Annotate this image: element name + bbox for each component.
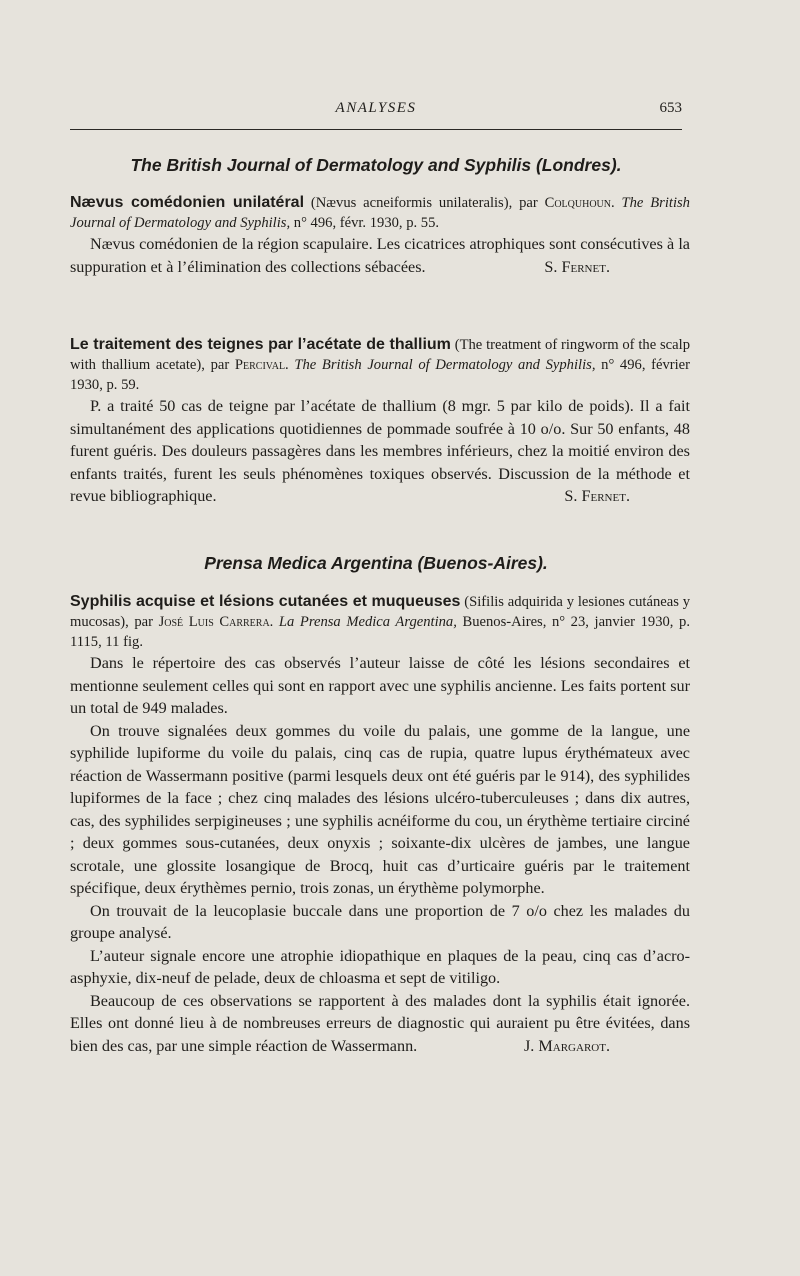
article-paragraph: L’auteur signale encore une atrophie idiopathique en plaques de la peau, cinq cas d’acro-asphyxie, dix-neuf de pelade, deux de chloasma et sept de vitiligo.: [70, 946, 690, 987]
article-body: [70, 395, 690, 508]
article-thallium: [70, 335, 690, 508]
article-author: Colquhoun.: [544, 195, 615, 211]
article-body-text: Beaucoup de ces observations se rapportent à des malades dont la syphilis était ignorée. Elles ont donné lieu à de nombreuses erreurs de diagnostic qui auraient pu être évitées, dans bien des cas, par une simple réaction de Wassermann.: [70, 991, 690, 1055]
article-citation: [70, 193, 690, 233]
article-citation: [70, 335, 690, 395]
article-issue: n° 496, février 1930, p. 59.: [70, 357, 691, 393]
article-body: [70, 233, 690, 278]
article-signature: S. Fernet.: [564, 487, 630, 505]
article-paragraph: On trouvait de la leucoplasie buccale dans une proportion de 7 o/o chez les malades du groupe analysé.: [70, 901, 690, 942]
article-author: Percival.: [234, 357, 289, 373]
article-headline: Syphilis acquise et lésions cutanées et muqueuses: [70, 593, 461, 610]
article-naevus: [70, 193, 690, 278]
article-translation: (The treatment of ringworm of the scalp with thallium acetate), par: [70, 337, 690, 373]
article-source: La Prensa Medica Argentina,: [278, 614, 457, 630]
article-paragraph: Dans le répertoire des cas observés l’auteur laisse de côté les lésions secondaires et mentionne seulement celles qui sont en rapport avec une syphilis ancienne. Les faits portent sur un total de 949 malades.: [70, 654, 690, 717]
journal-heading-prensa: Prensa Medica Argentina (Buenos-Aires).: [204, 553, 548, 573]
article-translation: (Sifilis adquirida y lesiones cutáneas y mucosas), par: [70, 594, 690, 630]
article-body-text: P. a traité 50 cas de teigne par l’acétate de thallium (8 mgr. 5 par kilo de poids). Il a fait simultanément des applications quotidiennes de pommade soufrée à 10 o/o. Sur 50 enfants, 48 furent guéris. Des douleurs passagères dans les membres inférieurs, chez la moitié environ des enfants traités, furent les seuls phénomènes toxiques observés. Discussion de la méthode et revue bibliographique.: [70, 397, 690, 505]
article-syphilis: [70, 592, 690, 1057]
article-paragraph-final: [70, 990, 690, 1058]
article-issue: n° 496, févr. 1930, p. 55.: [293, 215, 440, 231]
article-citation: [70, 592, 690, 652]
header-rule: [70, 129, 682, 130]
article-signature: S. Fernet.: [544, 257, 610, 276]
running-title: ANALYSES: [335, 100, 417, 116]
article-issue: Buenos-Aires, n° 23, janvier 1930, p. 1115, 11 fig.: [70, 614, 690, 650]
article-signature: J. Margarot.: [523, 1036, 610, 1055]
article-headline: Nævus comédonien unilatéral: [70, 194, 305, 211]
article-body-text: Nævus comédonien de la région scapulaire. Les cicatrices atrophiques sont consécutives à la suppuration et à l’élimination des collections sébacées.: [70, 235, 690, 276]
journal-heading-british: The British Journal of Dermatology and Syphilis (Londres).: [130, 155, 622, 175]
page-number: 653: [659, 100, 682, 116]
article-paragraph: On trouve signalées deux gommes du voile du palais, une gomme de la langue, une syphilide lupiforme du voile du palais, cinq cas de rupia, quatre lupus érythémateux avec réaction de Wassermann positive (parmi lesquels deux ont été guéris par le 914), des syphilides lupiformes de la face ; chez cinq malades des lésions ulcéro-tuberculeuses ; dans dix autres, cas, des syphilides serpigineuses ; une syphilis acnéiforme du cou, un érythème tertiaire circiné ; deux gommes sous-cutanées, deux onyxis ; soixante-dix ulcères de jambes, une langue scrotale, une glossite losangique de Brocq, huit cas d’urticaire guéris par le traitement spécifique, deux érythèmes pernio, trois zonas, un érythème polymorphe.: [70, 721, 690, 897]
article-headline: Le traitement des teignes par l’acétate de thallium: [70, 336, 451, 353]
article-author: José Luis Carrera.: [158, 614, 274, 630]
article-translation: (Nævus acneiformis unilateralis), par: [310, 195, 538, 211]
article-source: The British Journal of Dermatology and Syphilis,: [294, 357, 596, 373]
article-source: The British Journal of Dermatology and Syphilis,: [70, 195, 690, 231]
running-head: [70, 100, 682, 124]
